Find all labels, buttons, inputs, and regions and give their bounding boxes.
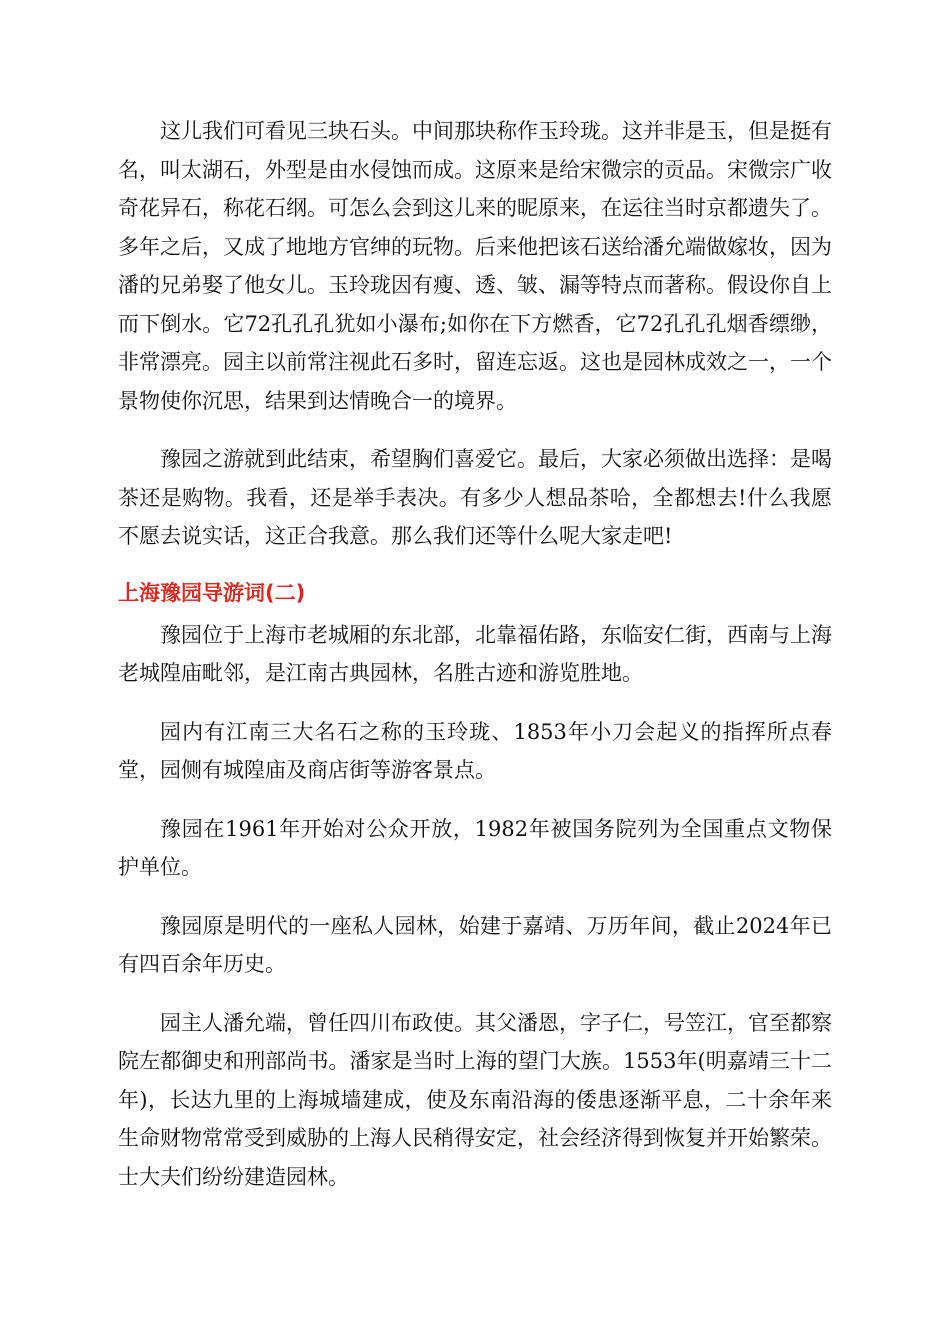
paragraph-history: 豫园原是明代的一座私人园林，始建于嘉靖、万历年间，截止2024年已有四百余年历史。 xyxy=(118,913,832,976)
section-heading: 上海豫园导游词(二) xyxy=(118,580,306,605)
paragraph-yulinglong-stone: 这儿我们可看见三块石头。中间那块称作玉玲珑。这并非是玉，但是挺有名，叫太湖石，外型是由水侵蚀而成。这原来是给宋微宗的贡品。宋微宗广收奇花异石，称花石纲。可怎么会到这儿来的昵原来，在运往当时京都遗失了。多年之后，又成了地地方官绅的玩物。后来他把该石送给潘允端做嫁妆，因为潘的兄弟娶了他女儿。玉玲珑因有瘦、透、皱、漏等特点而著称。假设你自上而下倒水。它72孔孔孔犹如小瀑布;如你在下方燃香，它72孔孔孔烟香缥缈，非常漂亮。园主以前常注视此石多时，留连忘返。这也是园林成效之一，一个景物使你沉思，结果到达情晚合一的境界。 xyxy=(118,119,832,413)
paragraph-famous-stones: 园内有江南三大名石之称的玉玲珑、1853年小刀会起义的指挥所点春堂，园侧有城隍庙及商店街等游客景点。 xyxy=(118,719,832,782)
paragraph-location: 豫园位于上海市老城厢的东北部，北靠福佑路，东临安仁街，西南与上海老城隍庙毗邻，是江南古典园林，名胜古迹和游览胜地。 xyxy=(118,622,832,685)
paragraph-tour-ending: 豫园之游就到此结束，希望胸们喜爱它。最后，大家必须做出选择：是喝茶还是购物。我看，还是举手表决。有多少人想品茶哈，全都想去!什么我愿不愿去说实话，这正合我意。那么我们还等什么呢大家走吧! xyxy=(118,447,832,548)
paragraph-garden-owner: 园主人潘允端，曾任四川布政使。其父潘恩，字子仁，号笠江，官至都察院左都御史和刑部尚书。潘家是当时上海的望门大族。1553年(明嘉靖三十二年)，长达九里的上海城墙建成，使及东南沿海的倭患逐渐平息，二十余年来生命财物常常受到威胁的上海人民稍得安定，社会经济得到恢复并开始繁荣。士大夫们纷纷建造园林。 xyxy=(118,1010,832,1189)
paragraph-public-opening: 豫园在1961年开始对公众开放，1982年被国务院列为全国重点文物保护单位。 xyxy=(118,816,832,879)
